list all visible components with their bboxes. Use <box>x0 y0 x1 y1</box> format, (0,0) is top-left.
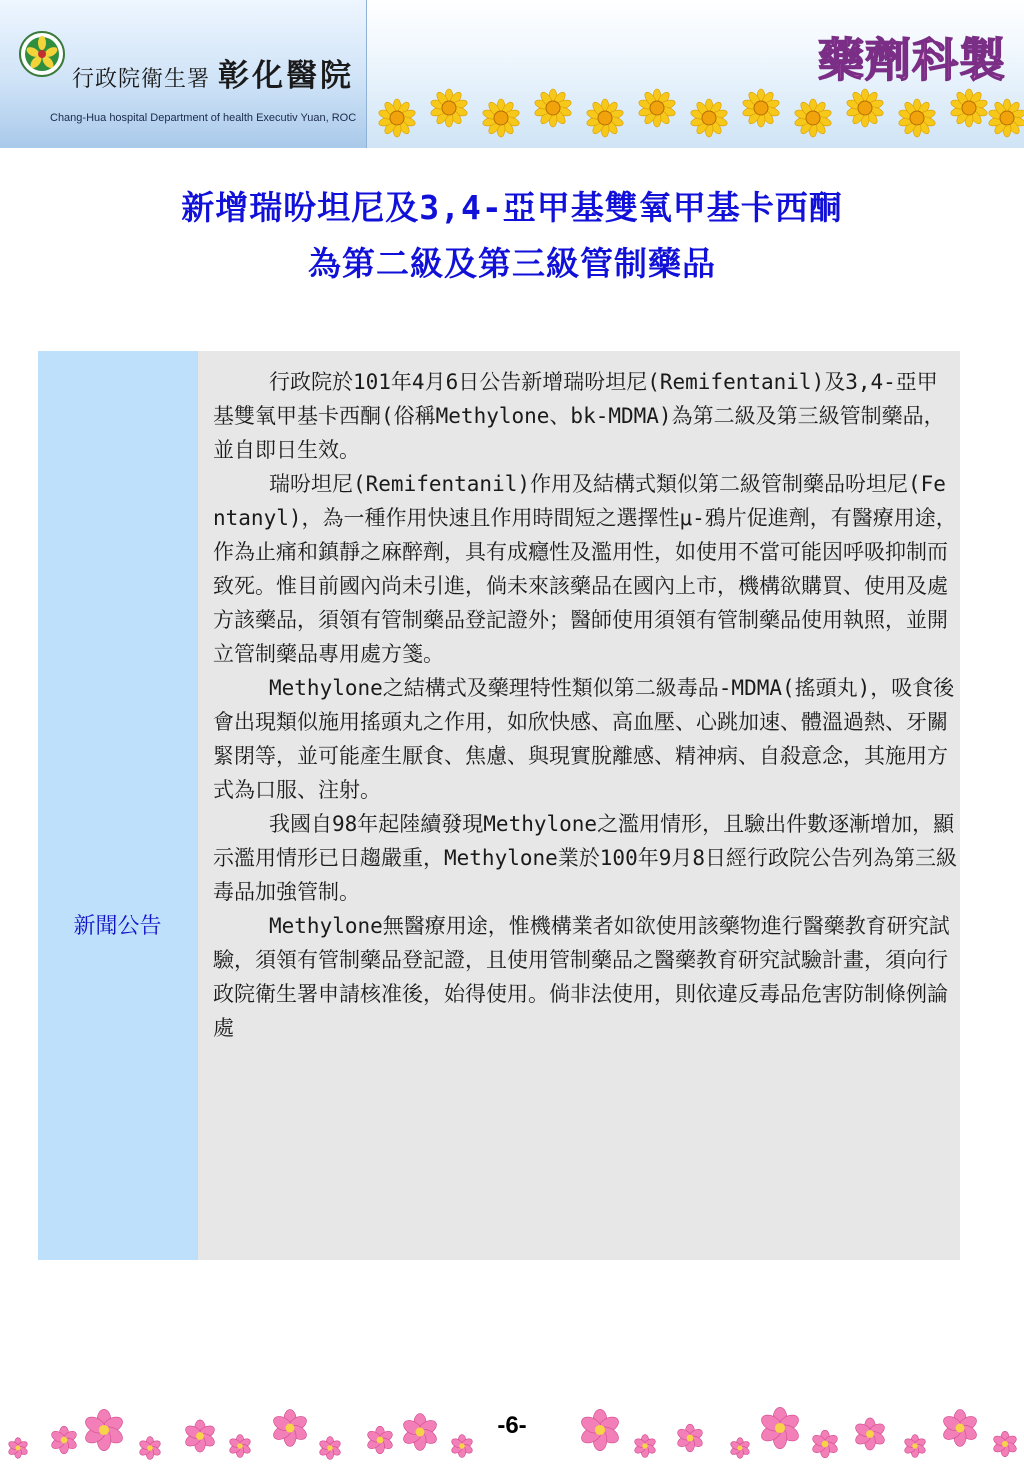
sunflower-icon <box>988 99 1024 137</box>
sunflower-icon <box>742 89 781 127</box>
sunflower-icon <box>898 99 937 137</box>
category-cell <box>38 351 198 1260</box>
hospital-name-main: 彰化醫院 <box>218 58 355 94</box>
sunflower-icon <box>846 89 885 127</box>
sunflower-icon <box>482 99 521 137</box>
hospital-emblem-icon <box>18 30 66 78</box>
sunflower-icon <box>430 89 469 127</box>
category-label: 新聞公告 <box>73 914 162 939</box>
pink-flower-icon <box>7 1438 28 1459</box>
announcement-body <box>213 365 958 1045</box>
sunflower-icon <box>950 89 989 127</box>
paragraph: 瑞吩坦尼(Remifentanil)作用及結構式類似第二級管制藥品吩坦尼(Fentanyl)，為一種作用快速且作用時間短之選擇性μ-鴉片促進劑，有醫療用途，作為止痛和鎮靜之麻醉劑，具有成癮性及濫用性，如使用不當可能因呼吸抑制而致死。惟目前國內尚未引進，倘未來該藥品在國內上市，機構欲購買、使用及處方該藥品，須領有管制藥品登記證外；醫師使用須領有管制藥品使用執照，並開立管制藥品專用處方箋。 <box>213 472 957 666</box>
sunflower-icon <box>794 99 833 137</box>
page-title-line-1: 新增瑞吩坦尼及3,4-亞甲基雙氧甲基卡西酮 <box>181 188 843 227</box>
paragraph: 行政院於101年4月6日公告新增瑞吩坦尼(Remifentanil)及3,4-亞甲基雙氧甲基卡西酮(俗稱Methylone、bk-MDMA)為第二級及第三級管制藥品，並自即日生效。 <box>213 370 945 462</box>
hospital-name <box>72 50 354 95</box>
page-number: -6- <box>497 1412 527 1439</box>
paragraph: Methylone無醫療用途，惟機構業者如欲使用該藥物進行醫藥教育研究試驗，須領有管制藥品登記證，且使用管制藥品之醫藥教育研究試驗計畫，須向行政院衛生署申請核准後，始得使用。倘非法使用，則依違反毒品危害防制條例論處 <box>213 914 950 1040</box>
pink-flower-icon <box>729 1438 750 1459</box>
hospital-prefix: 行政院衛生署 <box>72 67 211 92</box>
sunflower-icon <box>378 99 417 137</box>
department-title: 藥劑科製 <box>818 33 1006 87</box>
paragraph: Methylone之結構式及藥理特性類似第二級毒品-MDMA(搖頭丸)，吸食後會出現類似施用搖頭丸之作用，如欣快感、高血壓、心跳加速、體溫過熱、牙關緊閉等，並可能產生厭食、焦慮、與現實脫離感、精神病、自殺意念，其施用方式為口服、注射。 <box>213 676 955 802</box>
sunflower-icon <box>690 99 729 137</box>
sunflower-icon <box>638 89 677 127</box>
hospital-english-name: Chang-Hua hospital Department of health Executiv Yuan, ROC <box>50 112 357 124</box>
sunflower-icon <box>534 89 573 127</box>
header-banner <box>0 0 1024 148</box>
sunflower-icon <box>586 99 625 137</box>
paragraph: 我國自98年起陸續發現Methylone之濫用情形，且驗出件數逐漸增加，顯示濫用情形已日趨嚴重，Methylone業於100年9月8日經行政院公告列為第三級毒品加強管制。 <box>213 812 958 904</box>
hospital-logo-panel <box>0 0 367 148</box>
page-title-line-2: 為第二級及第三級管制藥品 <box>308 244 716 283</box>
announcement-table <box>38 351 960 1260</box>
sunflower-row <box>367 88 1024 148</box>
